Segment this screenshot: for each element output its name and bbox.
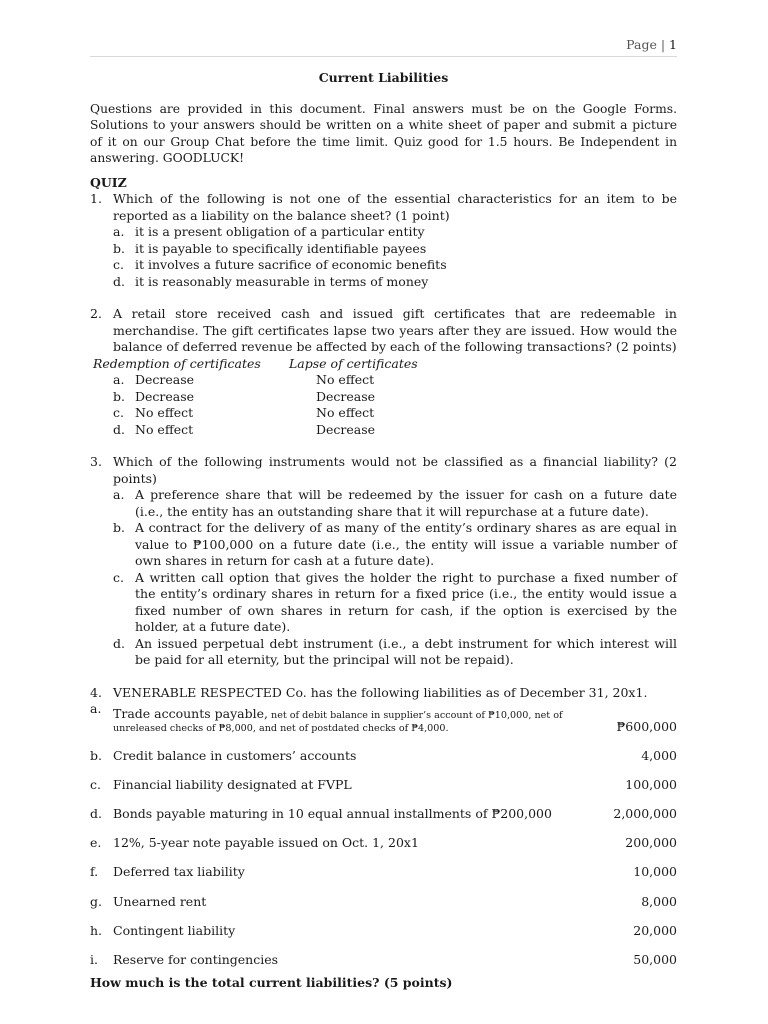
option-letter: a. xyxy=(113,224,125,239)
lapse-effect: Decrease xyxy=(316,388,376,404)
lapse-effect: Decrease xyxy=(316,421,376,437)
option-b xyxy=(113,241,677,258)
column-header-redemption: Redemption of certificates xyxy=(93,355,261,371)
liability-amount: 10,000 xyxy=(633,864,677,880)
liability-description: Reserve for contingencies xyxy=(113,952,279,967)
liability-row-b xyxy=(90,735,677,764)
page-number: 1 xyxy=(669,37,677,52)
option-text: A written call option that gives the holder the right to purchase a fixed number of the entity’s ordinary shares in return for a fixed price (i.e., the entity would issue a fixed number of own shares in return for cash, if the option is exercised by the holder, at a future date). xyxy=(135,569,677,634)
question-text: Which of the following instruments would not be classified as a financial liability? (2 points) xyxy=(113,454,677,486)
liability-row-f xyxy=(90,852,677,881)
redemption-effect: No effect xyxy=(135,405,194,420)
liability-row-g xyxy=(90,881,677,910)
question-1-options xyxy=(113,224,677,290)
document-body xyxy=(90,70,677,991)
option-d xyxy=(113,274,677,291)
question-4 xyxy=(90,685,677,702)
option-text: it involves a future sacrifice of economic benefits xyxy=(135,257,447,272)
liability-description: 12%, 5-year note payable issued on Oct. 1, 20x1 xyxy=(113,835,419,851)
option-d xyxy=(113,636,677,669)
liability-row-i xyxy=(90,939,677,968)
question-3-options xyxy=(113,487,677,669)
question-2 xyxy=(90,306,677,356)
liability-description: Contingent liability xyxy=(113,922,236,938)
page-header xyxy=(90,36,677,57)
quiz-heading: QUIZ xyxy=(90,174,127,190)
option-letter: d. xyxy=(113,635,125,651)
option-letter: b. xyxy=(113,240,125,256)
liability-row-d xyxy=(90,793,677,822)
option-letter: b. xyxy=(113,388,125,404)
liability-row-a xyxy=(90,701,677,735)
liability-letter: d. xyxy=(90,806,102,822)
liability-amount: ₱600,000 xyxy=(616,718,677,734)
option-a xyxy=(113,224,677,241)
liability-description: Financial liability designated at FVPL xyxy=(113,776,352,792)
redemption-effect: No effect xyxy=(135,421,194,437)
question-text: A retail store received cash and issued gift certificates that are redeemable in merchandise. The gift certificates lapse two years after they are issued. How would the balance of deferred revenue be affected by each of the following transactions? (2 points) xyxy=(113,306,677,354)
liability-description: Unearned rent xyxy=(113,893,207,909)
redemption-effect: Decrease xyxy=(135,372,195,387)
liability-letter: g. xyxy=(90,893,102,909)
question-number: 4. xyxy=(90,684,102,700)
page-label: Page xyxy=(626,37,657,52)
liability-amount: 20,000 xyxy=(633,922,677,938)
column-header-lapse: Lapse of certificates xyxy=(289,355,418,371)
page-title: Current Liabilities xyxy=(318,70,449,85)
table-row xyxy=(113,405,677,422)
option-letter: c. xyxy=(113,405,124,420)
final-question: How much is the total current liabilities? (5 points) xyxy=(90,974,453,990)
liability-note-line2: unreleased checks of ₱8,000, and net of postdated checks of ₱4,000. xyxy=(113,723,449,734)
option-a xyxy=(113,487,677,520)
liability-letter: c. xyxy=(90,776,101,792)
liability-row-c xyxy=(90,764,677,793)
liability-letter: i. xyxy=(90,952,98,967)
question-number: 2. xyxy=(90,306,102,321)
option-letter: b. xyxy=(113,520,125,535)
liability-amount: 8,000 xyxy=(641,893,677,909)
table-row xyxy=(113,372,677,389)
liability-letter: h. xyxy=(90,922,103,938)
option-text: it is payable to specifically identifiable payees xyxy=(135,240,427,256)
liability-letter: a. xyxy=(90,701,102,716)
redemption-effect: Decrease xyxy=(135,388,195,404)
liability-main-text: Trade accounts payable, xyxy=(113,705,268,721)
option-letter: d. xyxy=(113,421,125,437)
liability-amount: 200,000 xyxy=(625,835,677,851)
liability-description xyxy=(113,706,567,736)
option-text: An issued perpetual debt instrument (i.e., a debt instrument for which interest will be paid for all eternity, but the principal will not be repaid). xyxy=(135,635,677,667)
question-2-table-header xyxy=(90,356,677,373)
intro-paragraph: Questions are provided in this document. Final answers must be on the Google Forms. Solutions to your answers should be written on a white sheet of paper and submit a picture of it on our Group Chat before the time limit. Quiz good for 1.5 hours. Be Independent in answering. GOODLUCK! xyxy=(90,101,677,165)
option-letter: d. xyxy=(113,273,125,289)
liability-amount: 50,000 xyxy=(633,952,677,967)
option-c xyxy=(113,257,677,274)
liability-row-e xyxy=(90,823,677,852)
option-text: A contract for the delivery of as many of the entity’s ordinary shares as are equal in value to ₱100,000 on a future date (i.e., the entity will issue a variable number of own shares in return for cash at a future date). xyxy=(135,520,677,568)
table-row xyxy=(113,389,677,406)
option-text: A preference share that will be redeemed by the issuer for cash on a future date (i.e., the entity has an outstanding share that it will repurchase at a future date). xyxy=(135,487,677,519)
liability-description: Bonds payable maturing in 10 equal annual installments of ₱200,000 xyxy=(113,806,552,822)
question-text: Which of the following is not one of the essential characteristics for an item to be reported as a liability on the balance sheet? (1 point) xyxy=(113,191,677,223)
option-letter: c. xyxy=(113,569,124,585)
table-row xyxy=(113,422,677,439)
option-text: it is a present obligation of a particular entity xyxy=(135,224,425,239)
option-c xyxy=(113,570,677,636)
question-number: 1. xyxy=(90,191,102,206)
liability-row-h xyxy=(90,910,677,939)
liability-amount: 4,000 xyxy=(641,747,677,763)
liabilities-table xyxy=(90,701,677,969)
option-text: it is reasonably measurable in terms of money xyxy=(135,273,429,289)
lapse-effect: No effect xyxy=(316,405,375,420)
liability-letter: f. xyxy=(90,864,99,880)
question-3 xyxy=(90,454,677,487)
question-text: VENERABLE RESPECTED Co. has the following liabilities as of December 31, 20x1. xyxy=(113,684,648,700)
question-1 xyxy=(90,191,677,224)
option-letter: a. xyxy=(113,487,125,502)
liability-letter: e. xyxy=(90,835,102,851)
page-separator: | xyxy=(660,37,666,52)
question-number: 3. xyxy=(90,454,102,469)
liability-amount: 2,000,000 xyxy=(613,806,677,822)
lapse-effect: No effect xyxy=(316,372,375,387)
liability-letter: b. xyxy=(90,747,102,763)
liability-description: Deferred tax liability xyxy=(113,864,245,880)
option-letter: c. xyxy=(113,257,124,272)
option-b xyxy=(113,520,677,570)
liability-description: Credit balance in customers’ accounts xyxy=(113,747,357,763)
option-letter: a. xyxy=(113,372,125,387)
liability-amount: 100,000 xyxy=(625,776,677,792)
liability-note-line1: net of debit balance in supplier’s account of ₱10,000, net of xyxy=(267,709,563,721)
